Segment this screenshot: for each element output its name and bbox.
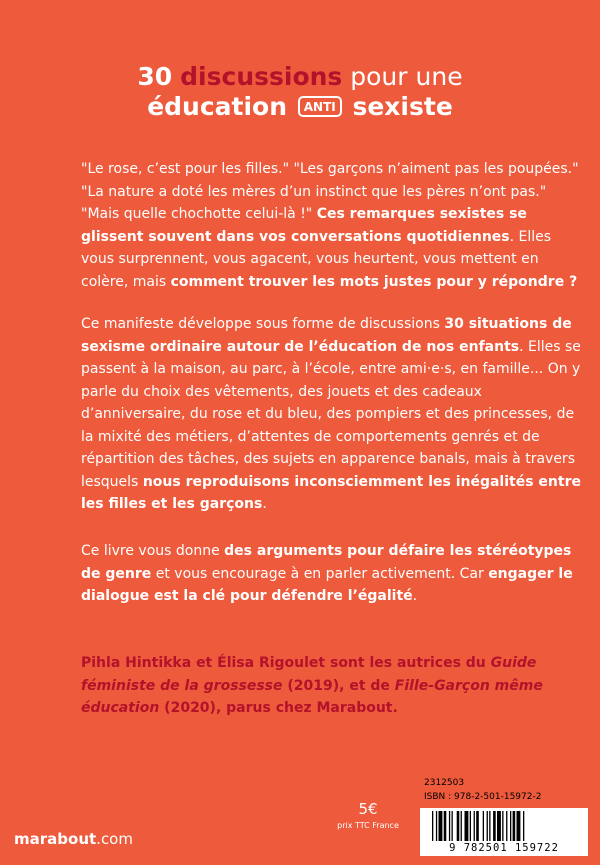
barcode-bar (432, 811, 433, 841)
paragraph-quotes: "Le rose, c’est pour les filles." "Les garçons n’aiment pas les poupées." "La nature a doté les mères d’un instinct que les pères n’ont pas." "Mais quelle chochotte celui-là !" Ces remarques sexistes se glissent souvent dans vos conversations quotidiennes. Elles vous surprennent, vous agacent, vous heurtent, vous mettent en colère, mais comment trouver les mots justes pour y répondre ? (81, 161, 579, 290)
price: 5€ (358, 800, 378, 818)
isbn-text: ISBN : 978-2-501-15972-2 (424, 792, 542, 802)
title-line-2: éducation ANTI sexiste (147, 92, 453, 121)
barcode-bar (439, 811, 443, 841)
barcode-bar (449, 811, 450, 841)
anti-badge: ANTI (298, 96, 342, 117)
paragraph-book-purpose: Ce livre vous donne des arguments pour défaire les stéréotypes de genre et vous encourage à en parler activement. Car engager le dialogue est la clé pour défendre l’égalité. (81, 543, 573, 604)
barcode-bar (506, 811, 507, 841)
barcode-bar (452, 811, 453, 841)
barcode-bar (474, 811, 475, 841)
publisher-logo: marabout.com (14, 830, 133, 848)
barcode-bar (517, 811, 521, 841)
barcode (420, 808, 588, 856)
price-note: prix TTC France (337, 821, 399, 830)
barcode-bar (461, 811, 462, 841)
author-bio: Pihla Hintikka et Élisa Rigoulet sont les autrices du Guide féministe de la grossesse (2019), et de Fille-Garçon même éducation (2020), parus chez Marabout. (81, 655, 543, 716)
barcode-bar (436, 811, 437, 841)
barcode-bar (470, 811, 471, 841)
barcode-bar (457, 811, 460, 841)
barcode-bar (487, 811, 488, 841)
barcode-bar (493, 811, 496, 841)
barcode-digits: 9 782501 159722 (449, 842, 559, 854)
price-block (336, 800, 400, 830)
barcode-bar (523, 811, 524, 841)
reference-number: 2312503 (424, 778, 465, 788)
barcode-bar (510, 811, 511, 841)
book-title (0, 62, 600, 122)
barcode-bar (489, 811, 490, 841)
barcode-bar (465, 811, 469, 841)
barcode-bar (502, 811, 503, 841)
barcode-bar (476, 811, 479, 841)
barcode-bars (430, 811, 578, 843)
barcode-bar (444, 811, 447, 841)
barcode-bar (513, 811, 516, 841)
title-line-1: 30 discussions pour une (137, 62, 463, 91)
barcode-bar (497, 811, 501, 841)
barcode-bar (483, 811, 484, 841)
paragraph-manifesto: Ce manifeste développe sous forme de discussions 30 situations de sexisme ordinaire autour de l’éducation de nos enfants. Elles se passent à la maison, au parc, à l’école, entre ami·e·s, en famille... On y parle du choix des vêtements, des jouets et des cadeaux d’anniversaire, du rose et du bleu, des pompiers et des princesses, de la mixité des métiers, d’attentes de comportements genrés et de répartition des tâches, des sujets en apparence banals, mais à travers lesquels nous reproduisons inconsciemment les inégalités entre les filles et les garçons. (81, 316, 581, 512)
